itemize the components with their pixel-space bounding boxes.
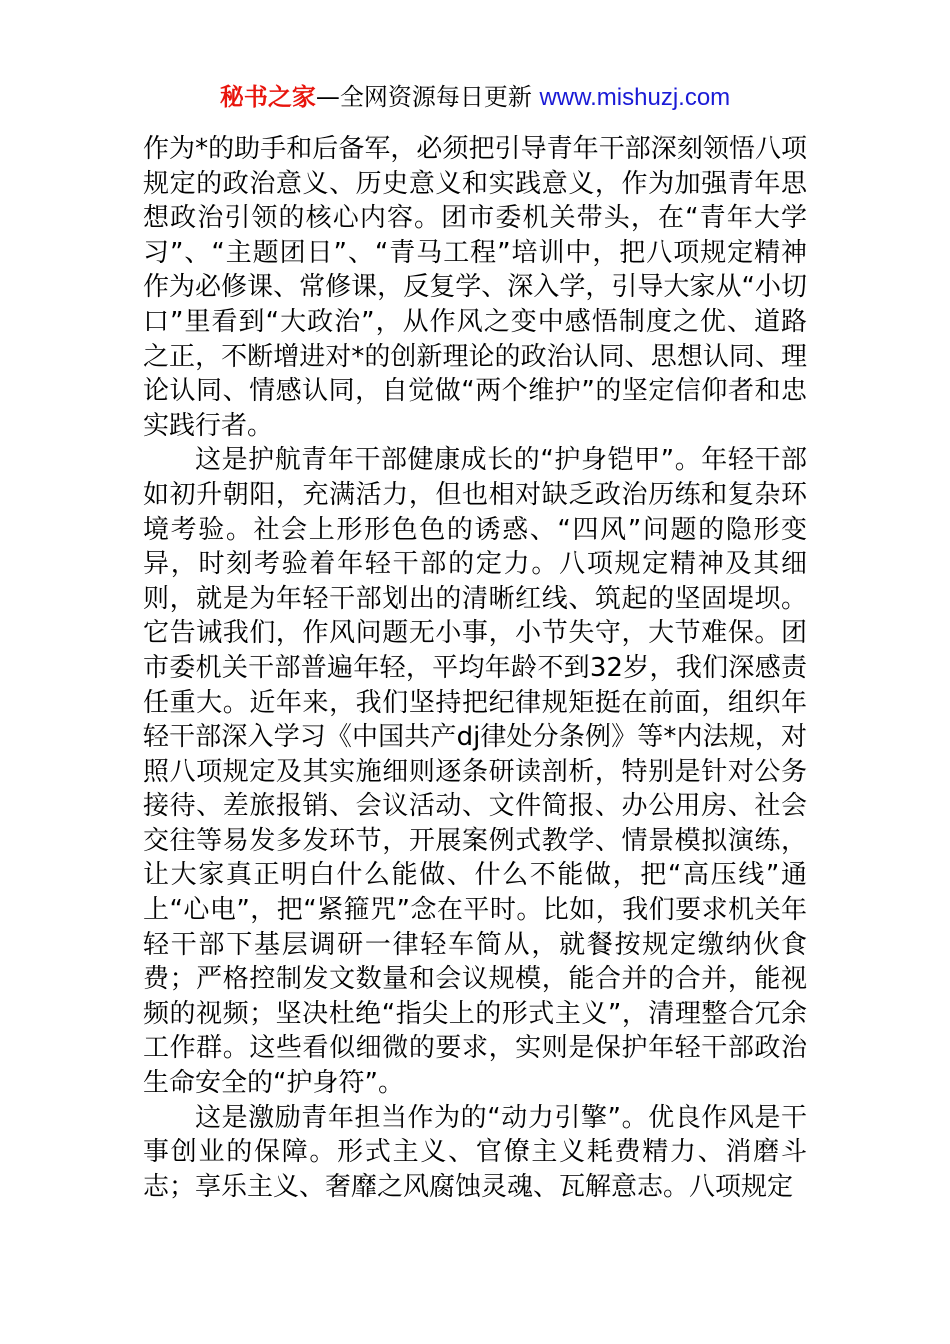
paragraph-motivation-engine: 这是激励青年担当作为的“动力引擎”。优良作风是干事创业的保障。形式主义、官僚主义耗费精力、消磨斗志；享乐主义、奢靡之风腐蚀灵魂、瓦解意志。八项规定	[143, 1102, 807, 1202]
site-url-link[interactable]: www.mishuzj.com	[539, 84, 731, 111]
paragraph-protective-armor: 这是护航青年干部健康成长的“护身铠甲”。年轻干部如初升朝阳，充满活力，但也相对缺乏政治历练和复杂环境考验。社会上形形色色的诱惑、“四风”问题的隐形变异，时刻考验着年轻干部的定力。八项规定精神及其细则，就是为年轻干部划出的清晰红线、筑起的坚固堤坝。它告诫我们，作风问题无小事，小节失守，大节难保。团市委机关干部普遍年轻，平均年龄不到32岁，我们深感责任重大。近年来，我们坚持把纪律规矩挺在前面，组织年轻干部深入学习《中国共产dj律处分条例》等*内法规，对照八项规定及其实施细则逐条研读剖析，特别是针对公务接待、差旅报销、会议活动、文件简报、办公用房、社会交往等易发多发环节，开展案例式教学、情景模拟演练，让大家真正明白什么能做、什么不能做，把“高压线”通上“心电”，把“紧箍咒”念在平时。比如，我们要求机关年轻干部下基层调研一律轻车简从，就餐按规定缴纳伙食费；严格控制发文数量和会议规模，能合并的合并，能视频的视频；坚决杜绝“指尖上的形式主义”，清理整合冗余工作群。这些看似细微的要求，实则是保护年轻干部政治生命安全的“护身符”。	[143, 445, 807, 1099]
brand-name: 秘书之家	[219, 83, 316, 111]
document-body	[143, 132, 807, 1204]
header-tagline: —全网资源每日更新	[315, 83, 532, 111]
paragraph-continuation: 作为*的助手和后备军，必须把引导青年干部深刻领悟八项规定的政治意义、历史意义和实践意义，作为加强青年思想政治引领的核心内容。团市委机关带头，在“青年大学习”、“主题团日”、“青马工程”培训中，把八项规定精神作为必修课、常修课，反复学、深入学，引导大家从“小切口”里看到“大政治”，从作风之变中感悟制度之优、道路之正，不断增进对*的创新理论的政治认同、思想认同、理论认同、情感认同，自觉做“两个维护”的坚定信仰者和忠实践行者。	[143, 134, 807, 441]
site-header	[0, 80, 950, 115]
